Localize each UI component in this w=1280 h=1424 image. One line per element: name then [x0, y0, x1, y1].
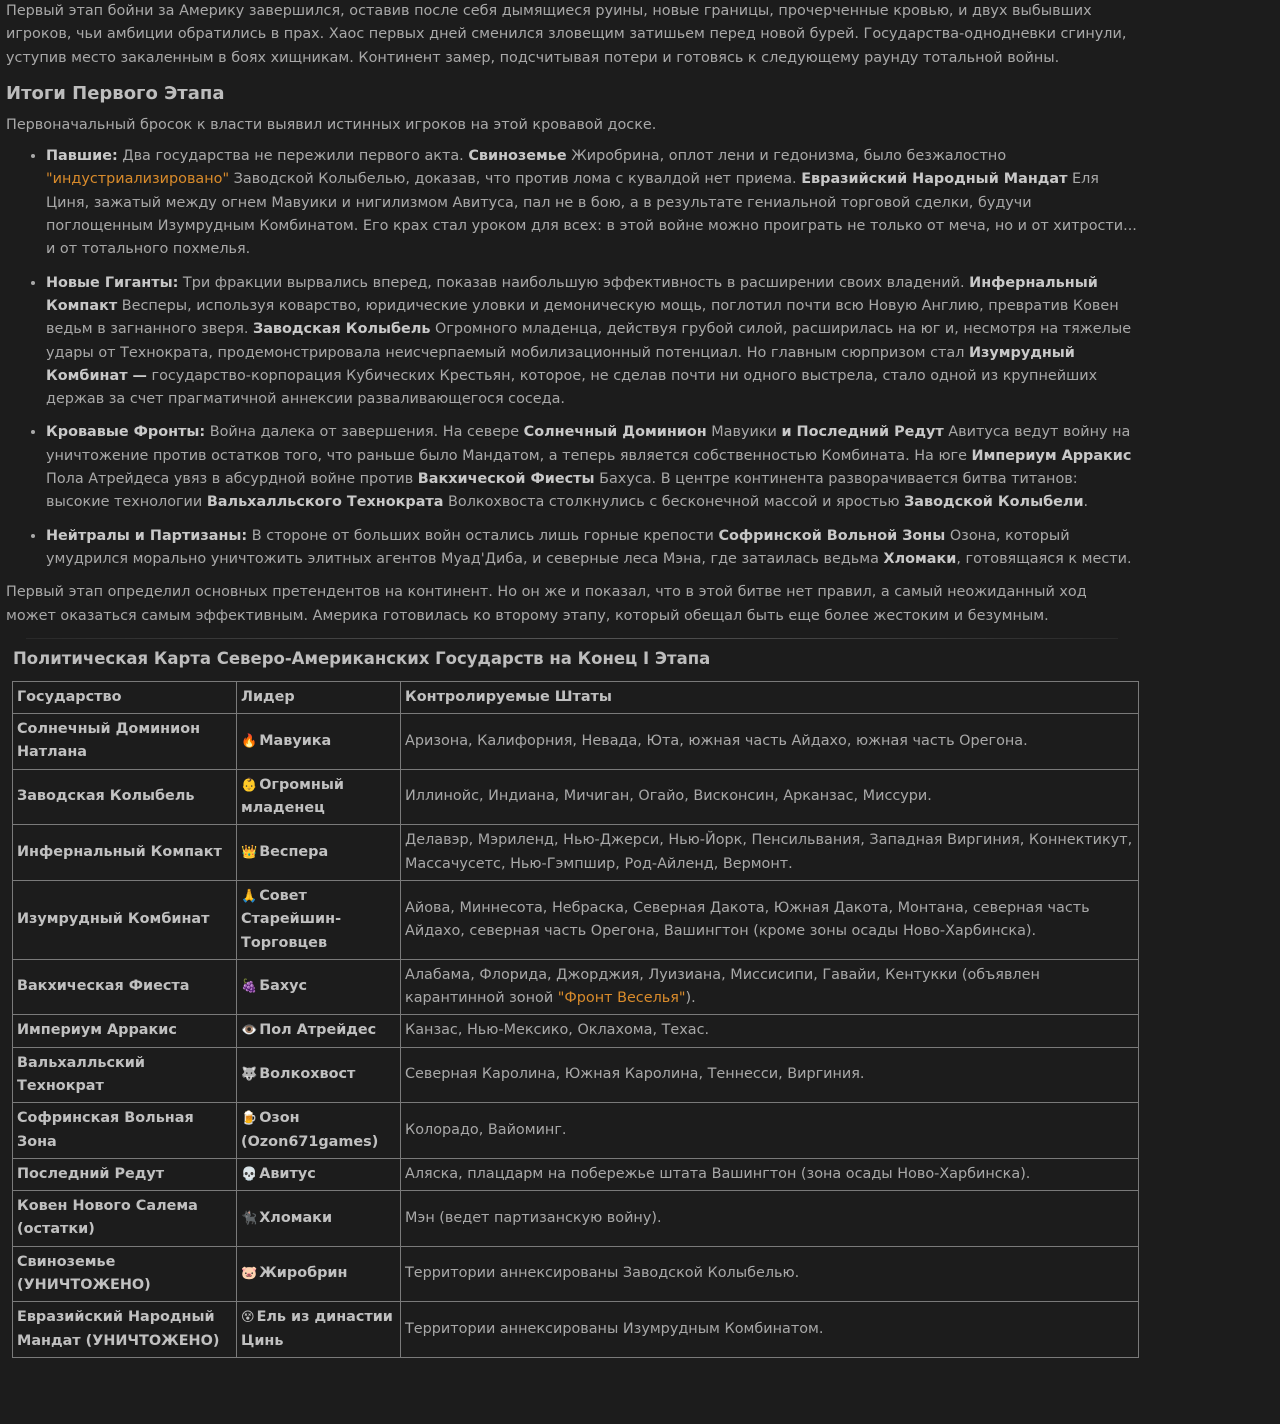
header-leader: Лидер	[237, 681, 401, 713]
intro-paragraph: Первый этап бойни за Америку завершился, оставив после себя дымящиеся руины, новые границы, прочерченные кровью, и двух выбывших игроков, чьи амбиции обратились в прах. Хаос первых дней сменился зловещим затишьем перед новой бурей. Государства-однодневки сгинули, уступив место закаленным в боях хищникам. Континент замер, подсчитывая потери и готовясь к следующему раунду тотальной войны.	[6, 3, 1127, 66]
state-name: Вакхическая Фиеста	[13, 959, 237, 1015]
controlled-states: Иллинойс, Индиана, Мичиган, Огайо, Висконсин, Арканзас, Миссури.	[401, 769, 1139, 825]
state-name: Инфернальный Компакт	[13, 825, 237, 881]
giants-bold-2: Заводская Колыбель	[253, 321, 431, 338]
fallen-text-2: Жиробрина, оплот лени и гедонизма, было безжалостно	[566, 148, 1007, 165]
leader-cell	[237, 714, 401, 770]
fronts-label: Кровавые Фронты:	[46, 424, 206, 441]
table-row	[13, 1158, 1139, 1190]
eye-icon: 👁️	[241, 1023, 258, 1039]
list-item-giants	[46, 272, 1138, 412]
giants-text-1: Три фракции вырвались вперед, показав наибольшую эффективность в расширении своих владений.	[178, 274, 970, 291]
divider	[26, 638, 1118, 639]
praying-hands-icon: 🙏	[241, 888, 258, 904]
table-row	[13, 1047, 1139, 1103]
fronts-text-1: Война далека от завершения. На севере	[205, 424, 524, 441]
summary-lead: Первоначальный бросок к власти выявил истинных игроков на этой кровавой доске.	[6, 116, 657, 133]
leader-name: Огромный младенец	[241, 776, 344, 817]
states-table	[12, 681, 1139, 1358]
crown-icon: 👑	[241, 844, 258, 860]
table-row	[13, 714, 1139, 770]
fronts-text-6: Волкохвоста столкнулись с бесконечной массой и яростью	[443, 494, 905, 511]
fallen-text-1: Два государства не пережили первого акта.	[117, 148, 469, 165]
fronts-bold-2: и Последний Редут	[781, 424, 944, 441]
leader-name: Хломаки	[259, 1209, 333, 1226]
giants-text-2: Весперы, используя коварство, юридические уловки и демоническую мощь, поглотил почти всю Новую Англию, превратив Ковен ведьм в загнанного зверя.	[46, 297, 1119, 338]
table-header-row	[13, 681, 1139, 713]
table-row	[13, 1015, 1139, 1047]
fronts-bold-5: Вальхалльского Технократа	[206, 494, 444, 511]
states-text-post: ).	[685, 990, 696, 1007]
state-name: Евразийский Народный Мандат (УНИЧТОЖЕНО)	[13, 1302, 237, 1358]
state-name: Ковен Нового Салема (остатки)	[13, 1191, 237, 1247]
fronts-text-4: Пола Атрейдеса увяз в абсурдной войне против	[46, 471, 418, 488]
leader-cell	[237, 1158, 401, 1190]
state-name: Свиноземье (УНИЧТОЖЕНО)	[13, 1246, 237, 1302]
leader-cell	[237, 1246, 401, 1302]
table-row	[13, 880, 1139, 959]
fallen-bold-1: Свиноземье	[468, 148, 567, 165]
neutrals-text-2: Озона, который умудрился морально уничтожить элитных агентов Муад'Диба, и северные леса Мэна, где затаилась ведьма	[46, 527, 1070, 567]
giants-bold-1: Инфернальный Компакт	[46, 274, 1098, 314]
neutrals-label: Нейтралы и Партизаны:	[46, 527, 248, 544]
leader-name: Жиробрин	[259, 1265, 348, 1282]
controlled-states: Северная Каролина, Южная Каролина, Теннесси, Виргиния.	[401, 1047, 1139, 1103]
list-item-fallen	[46, 145, 1138, 261]
skull-icon: 💀	[241, 1166, 258, 1182]
neutrals-text-3: , готовящаяся к мести.	[956, 550, 1132, 567]
leader-name: Озон (Ozon671games)	[241, 1110, 379, 1150]
leader-name: Пол Атрейдес	[259, 1022, 377, 1039]
table-row	[13, 1246, 1139, 1302]
table-row	[13, 1302, 1139, 1358]
controlled-states: Аляска, плацдарм на побережье штата Вашингтон (зона осады Ново-Харбинска).	[401, 1158, 1139, 1190]
leader-cell	[237, 1191, 401, 1247]
giants-text-3: Огромного младенца, действуя грубой силой, расширилась на юг и, несмотря на тяжелые удары от Технократа, продемонстрировала неисчерпаемый мобилизационный потенциал. Но главным сюрпризом стал	[46, 321, 1132, 361]
states-text-pre: Алабама, Флорида, Джорджия, Луизиана, Миссисипи, Гавайи, Кентукки (объявлен карантинной зоной	[405, 966, 1040, 1007]
controlled-states: Колорадо, Вайоминг.	[401, 1103, 1139, 1159]
header-controlled-states: Контролируемые Штаты	[401, 681, 1139, 713]
summary-list	[6, 145, 1138, 571]
controlled-states: Айова, Миннесота, Небраска, Северная Дакота, Южная Дакота, Монтана, северная часть Айдахо, северная часть Орегона, Вашингтон (кроме зоны осады Ново-Харбинска).	[401, 880, 1139, 959]
leader-name: Мавуика	[259, 732, 332, 749]
leader-name: Веспера	[259, 843, 329, 860]
controlled-states: Территории аннексированы Заводской Колыбелью.	[401, 1246, 1139, 1302]
table-row	[13, 1103, 1139, 1159]
leader-name: Авитус	[259, 1165, 316, 1182]
fronts-text-7: .	[1083, 494, 1089, 511]
fronts-text-3: Авитуса ведут войну на уничтожение против остатков того, что раньше было Мандатом, а теперь является собственностью Комбината. На юге	[46, 424, 1131, 464]
fronts-text-2: Мавуики	[706, 424, 782, 441]
fallen-label: Павшие:	[46, 148, 118, 165]
pig-icon: 🐷	[241, 1266, 258, 1282]
header-state: Государство	[13, 681, 237, 713]
controlled-states: Мэн (ведет партизанскую войну).	[401, 1191, 1139, 1247]
controlled-states: Канзас, Нью-Мексико, Оклахома, Техас.	[401, 1015, 1139, 1047]
fallen-accent: "индустриализировано"	[46, 171, 230, 188]
fire-icon: 🔥	[241, 733, 258, 749]
neutrals-bold-1: Софринской Вольной Зоны	[718, 527, 946, 544]
fronts-bold-6: Заводской Колыбели	[904, 494, 1084, 511]
leader-name: Совет Старейшин-Торговцев	[241, 887, 342, 951]
list-item-fronts	[46, 421, 1138, 514]
state-name: Империум Арракис	[13, 1015, 237, 1047]
fallen-text-4: Еля Циня, зажатый между огнем Мавуики и нигилизмом Авитуса, пал не в бою, а в результате гениальной торговой сделки, будучи поглощенным Изумрудным Комбинатом. Его крах стал уроком для всех: в этой войне можно проиграть не только от меча, но и от хитрости... и от тотального похмелья.	[46, 171, 1137, 258]
leader-cell	[237, 1047, 401, 1103]
wolf-icon: 🐺	[241, 1067, 258, 1083]
black-cat-icon: 🐈‍⬛	[241, 1210, 258, 1226]
giants-text-4: государство-корпорация Кубических Крестьян, которое, не сделав почти ни одного выстрела, стало одной из крупнейших держав за счет прагматичной аннексии разваливающегося соседа.	[46, 367, 1098, 408]
leader-name: Бахус	[259, 978, 308, 995]
state-name: Заводская Колыбель	[13, 769, 237, 825]
controlled-states: Аризона, Калифорния, Невада, Юта, южная часть Айдахо, южная часть Орегона.	[401, 714, 1139, 770]
state-name: Изумрудный Комбинат	[13, 880, 237, 959]
closing-paragraph: Первый этап определил основных претендентов на континент. Но он же и показал, что в этой битве нет правил, а самый неожиданный ход может оказаться самым эффективным. Америка готовилась ко второму этапу, который обещал быть еще более жестоким и безумным.	[6, 584, 1087, 624]
leader-cell	[237, 959, 401, 1015]
list-item-neutrals	[46, 525, 1138, 572]
table-row	[13, 825, 1139, 881]
giants-label: Новые Гиганты:	[46, 274, 179, 291]
state-name: Солнечный Доминион Натлана	[13, 714, 237, 770]
fallen-bold-2: Евразийский Народный Мандат	[801, 171, 1068, 188]
fronts-bold-1: Солнечный Доминион	[523, 424, 707, 441]
baby-icon: 👶	[241, 777, 258, 793]
fronts-bold-4: Вакхической Фиесты	[417, 471, 595, 488]
state-name: Последний Редут	[13, 1158, 237, 1190]
table-title: Политическая Карта Северо-Американских Государств на Конец I Этапа	[13, 648, 711, 668]
leader-name: Волкохвост	[259, 1066, 356, 1083]
table-row	[13, 769, 1139, 825]
leader-cell	[237, 1015, 401, 1047]
leader-cell	[237, 1302, 401, 1358]
giants-bold-3: Изумрудный Комбинат —	[46, 344, 1075, 384]
state-name: Софринская Вольная Зона	[13, 1103, 237, 1159]
summary-heading: Итоги Первого Этапа	[6, 82, 225, 104]
leader-cell	[237, 769, 401, 825]
fronts-text-5: Бахуса. В центре континента разворачивается битва титанов: высокие технологии	[46, 471, 1078, 511]
neutrals-text-1: В стороне от больших войн остались лишь горные крепости	[247, 527, 719, 544]
leader-cell	[237, 825, 401, 881]
controlled-states	[401, 959, 1139, 1015]
grapes-icon: 🍇	[241, 979, 258, 995]
fallen-text-3: Заводской Колыбелью, доказав, что против лома с кувалдой нет приема.	[229, 171, 802, 188]
dizzy-face-icon: 😵	[241, 1310, 255, 1326]
controlled-states: Делавэр, Мэриленд, Нью-Джерси, Нью-Йорк, Пенсильвания, Западная Виргиния, Коннектикут, Массачусетс, Нью-Гэмпшир, Род-Айленд, Вермонт.	[401, 825, 1139, 881]
leader-name: Ель из династии Цинь	[241, 1309, 393, 1349]
state-name: Вальхалльский Технократ	[13, 1047, 237, 1103]
table-row	[13, 1191, 1139, 1247]
beer-icon: 🍺	[241, 1111, 258, 1127]
leader-cell	[237, 1103, 401, 1159]
table-row	[13, 959, 1139, 1015]
fronts-bold-3: Империум Арракис	[971, 447, 1132, 464]
neutrals-bold-2: Хломаки	[883, 550, 957, 567]
leader-cell	[237, 880, 401, 959]
controlled-states: Территории аннексированы Изумрудным Комбинатом.	[401, 1302, 1139, 1358]
states-accent: "Фронт Веселья"	[557, 990, 686, 1007]
